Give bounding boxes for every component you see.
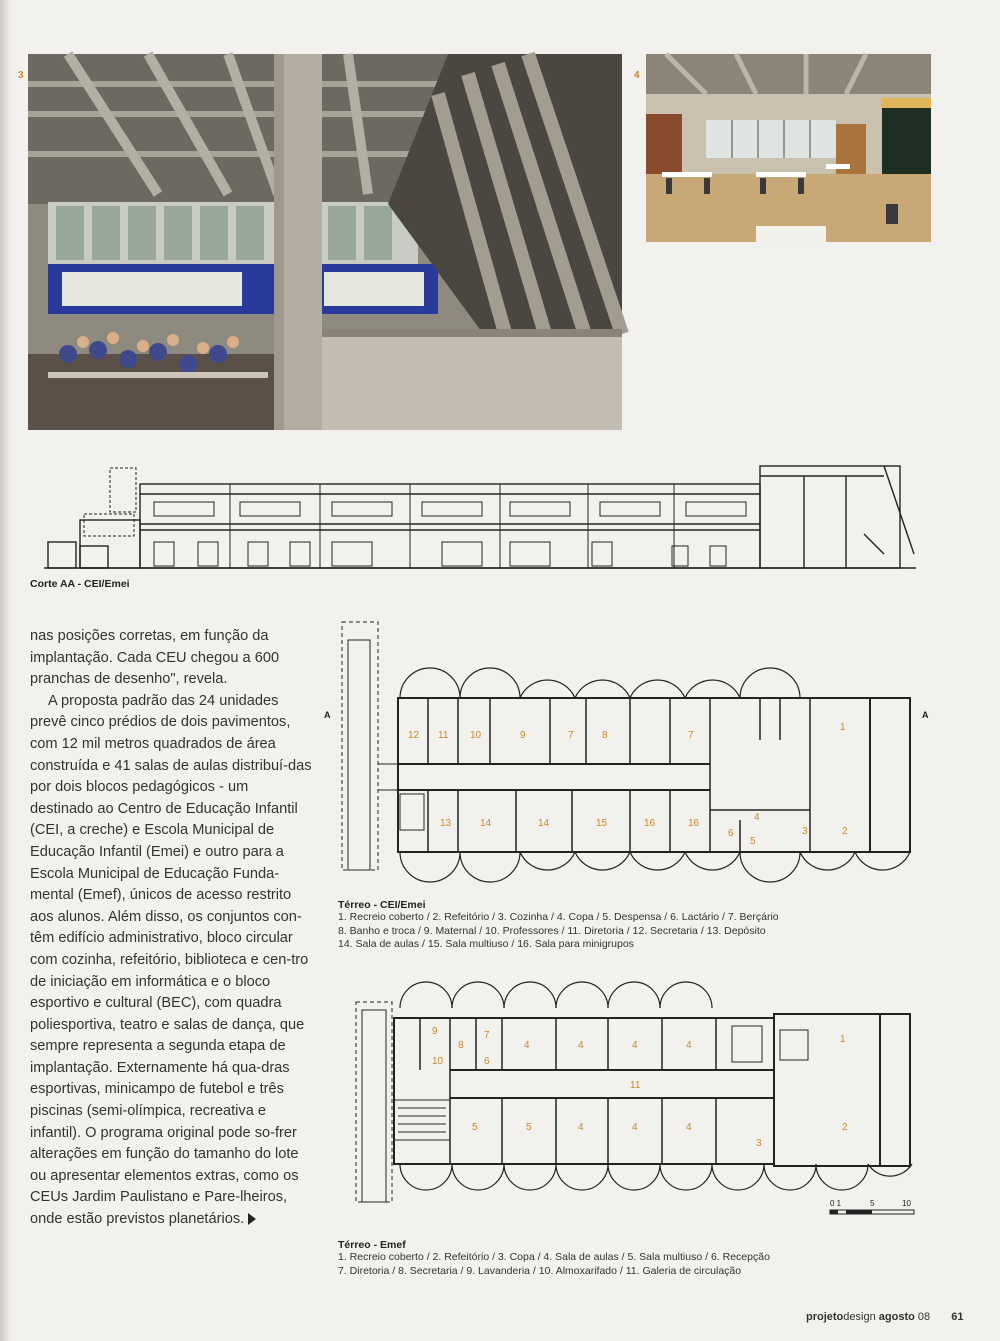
plan-emef-legend	[338, 1251, 770, 1278]
svg-text:4: 4	[578, 1040, 584, 1051]
svg-text:6: 6	[484, 1056, 490, 1067]
svg-text:12: 12	[408, 730, 420, 741]
svg-text:16: 16	[644, 818, 656, 829]
svg-text:4: 4	[686, 1040, 692, 1051]
plan-cei-title: Térreo - CEI/Emei	[338, 899, 426, 911]
plan-cei-legend-line-2: 8. Banho e troca / 9. Maternal / 10. Professores / 11. Diretoria / 12. Secretaria / 13. Depósito	[338, 924, 766, 937]
continue-arrow-icon	[248, 1213, 256, 1225]
svg-text:15: 15	[596, 818, 608, 829]
svg-text:14: 14	[538, 818, 550, 829]
svg-text:10: 10	[432, 1056, 444, 1067]
svg-text:A: A	[324, 710, 331, 720]
svg-text:4: 4	[632, 1040, 638, 1051]
svg-text:1: 1	[840, 1034, 846, 1045]
svg-text:1: 1	[840, 722, 846, 733]
photo-classroom	[646, 54, 931, 242]
photo-3-number: 3	[18, 70, 24, 81]
footer-brand-rest: design	[843, 1311, 876, 1323]
page-footer	[806, 1311, 963, 1323]
footer-year: 08	[917, 1311, 931, 1323]
article-body	[30, 626, 313, 1231]
svg-text:3: 3	[802, 826, 808, 837]
svg-text:8: 8	[458, 1040, 464, 1051]
svg-text:16: 16	[688, 818, 700, 829]
svg-text:7: 7	[688, 730, 694, 741]
svg-text:4: 4	[686, 1122, 692, 1133]
svg-text:10: 10	[902, 1199, 911, 1208]
svg-text:5: 5	[870, 1199, 875, 1208]
svg-text:10: 10	[470, 730, 482, 741]
svg-text:0 1: 0 1	[830, 1199, 842, 1208]
plan-cei-emei	[324, 620, 940, 890]
svg-text:8: 8	[602, 730, 608, 741]
svg-text:4: 4	[524, 1040, 530, 1051]
svg-text:7: 7	[568, 730, 574, 741]
section-caption: Corte AA - CEI/Emei	[30, 578, 130, 590]
svg-text:4: 4	[632, 1122, 638, 1133]
plan-emef-legend-line-2: 7. Diretoria / 8. Secretaria / 9. Lavanderia / 10. Almoxarifado / 11. Galeria de circulação	[338, 1264, 742, 1277]
svg-text:13: 13	[440, 818, 452, 829]
svg-text:3: 3	[756, 1138, 762, 1149]
svg-text:A: A	[922, 710, 929, 720]
paragraph-1: nas posições corretas, em função da implantação. Cada CEU chegou a 600 pranchas de desenho", revela.	[30, 628, 280, 688]
svg-text:4: 4	[578, 1122, 584, 1133]
svg-text:2: 2	[842, 826, 848, 837]
svg-text:9: 9	[520, 730, 526, 741]
svg-text:2: 2	[842, 1122, 848, 1133]
plan-cei-legend-line-3: 14. Sala de aulas / 15. Sala multiuso / 16. Sala para minigrupos	[338, 938, 634, 950]
svg-text:11: 11	[630, 1080, 641, 1091]
photo-4-number: 4	[634, 70, 640, 81]
footer-brand-bold: projeto	[806, 1311, 844, 1323]
svg-text:5: 5	[472, 1122, 478, 1133]
svg-text:11: 11	[438, 730, 449, 741]
scale-bar	[828, 1196, 918, 1226]
page-number: 61	[951, 1311, 964, 1323]
footer-month: agosto	[878, 1311, 915, 1323]
svg-text:14: 14	[480, 818, 492, 829]
plan-cei-legend	[338, 911, 779, 952]
svg-text:5: 5	[526, 1122, 532, 1133]
paragraph-2-text: A proposta padrão das 24 unidades prevê cinco prédios de dois pavimentos, com 12 mil metros quadrados de área construída e 41 salas de aulas distribuí-das por dois blocos pedagógicos - um destinado ao Centro de Educação Infantil (CEI, a creche) e Escola Municipal de Educação Infantil (Emei) e outro para a Escola Municipal de Educação Funda-mental (Emef), únicos de acesso restrito aos alunos. Além disso, os conjuntos con-têm edifício administrativo, bloco circular com cozinha, refeitório, biblioteca e cen-tro de iniciação em informática e o bloco esportivo e cultural (BEC), com quadra poliesportiva, teatro e salas de dança, que sempre representa a segunda etapa de implantação. Externamente há qua-dras esportivas, minicampo de futebol e três piscinas (semi-olímpica, recreativa e infantil). O programa original pode so-frer alterações em função do tamanho do lote ou apresentar elementos extras, como os CEUs Jardim Paulistano e Pare-lheiros, onde estão previstos planetários.	[30, 692, 312, 1228]
photo-dining-hall	[28, 54, 622, 430]
svg-text:4: 4	[754, 812, 760, 823]
plan-cei-legend-line-1: 1. Recreio coberto / 2. Refeitório / 3. Cozinha / 4. Copa / 5. Despensa / 6. Lactário / 7. Berçário	[338, 911, 779, 923]
section-aa-drawing	[44, 464, 934, 574]
svg-text:9: 9	[432, 1026, 438, 1037]
plan-emef-legend-line-1: 1. Recreio coberto / 2. Refeitório / 3. Copa / 4. Sala de aulas / 5. Sala multiuso / 6. Recepção	[338, 1251, 770, 1263]
svg-text:7: 7	[484, 1030, 490, 1041]
svg-text:6: 6	[728, 828, 734, 839]
page-edge	[0, 0, 14, 1341]
svg-text:5: 5	[750, 836, 756, 847]
paragraph-2	[30, 691, 313, 1231]
plan-emef-title: Térreo - Emef	[338, 1239, 406, 1251]
plan-emef	[340, 970, 940, 1220]
